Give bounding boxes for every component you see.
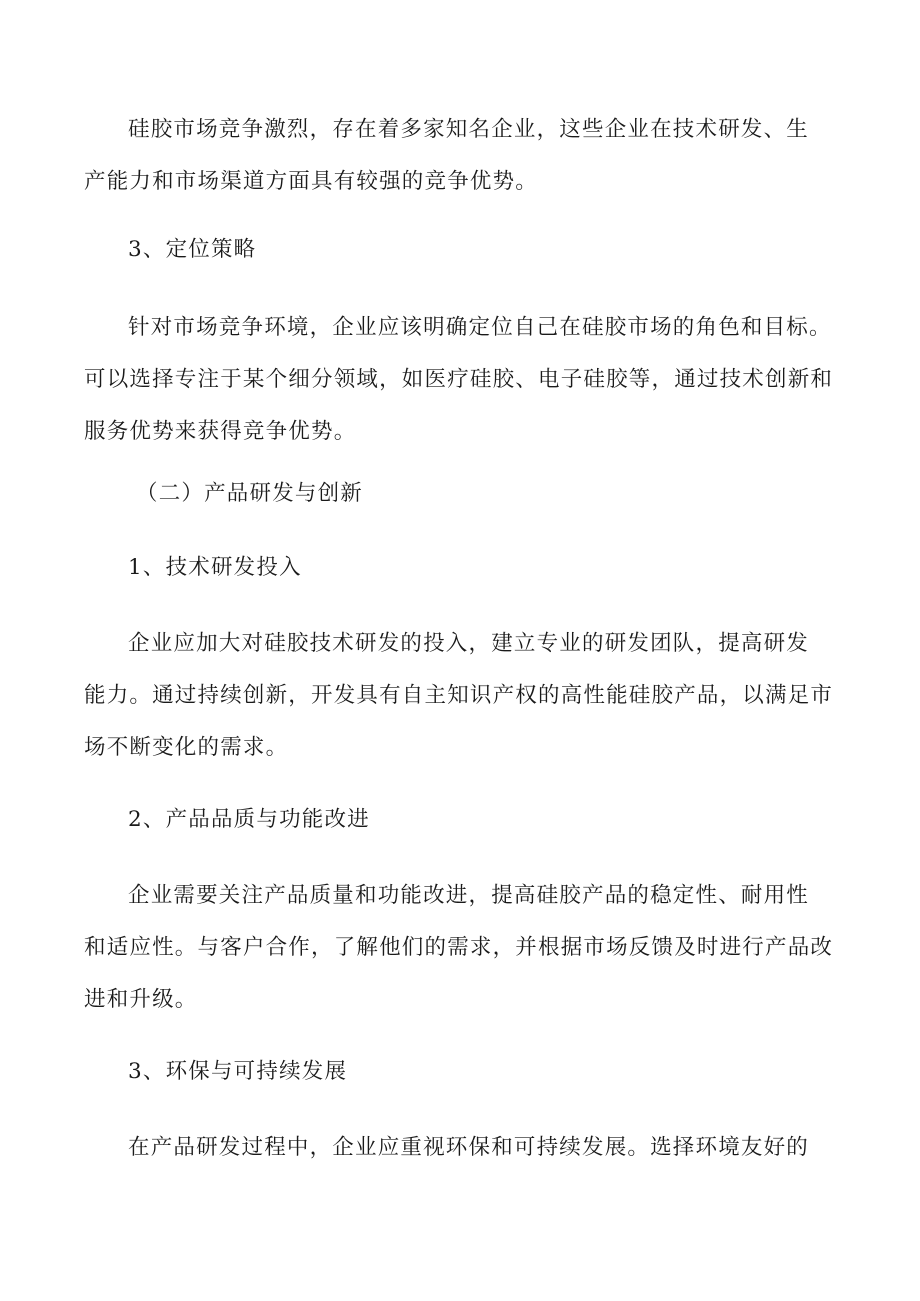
section-heading-positioning — [84, 224, 844, 276]
paragraph-line: 企业应加大对硅胶技术研发的投入，建立专业的研发团队，提高研发 — [128, 631, 810, 656]
paragraph-line: 和适应性。与客户合作，了解他们的需求，并根据市场反馈及时进行产品改 — [84, 935, 834, 960]
paragraph-line: 企业需要关注产品质量和功能改进，提高硅胶产品的稳定性、耐用性 — [128, 883, 810, 908]
heading-text: 2、产品品质与功能改进 — [128, 807, 370, 832]
section-heading-rd-innovation — [84, 468, 844, 520]
heading-text: 3、环保与可持续发展 — [128, 1059, 348, 1084]
paragraph-line: 能力。通过持续创新，开发具有自主知识产权的高性能硅胶产品，以满足市 — [84, 683, 834, 708]
paragraph-line: 进和升级。 — [84, 987, 198, 1012]
paragraph-market-competition — [84, 104, 844, 208]
section-heading-sustainability — [84, 1046, 844, 1098]
paragraph-line: 场不断变化的需求。 — [84, 735, 289, 760]
heading-text: （二）产品研发与创新 — [136, 481, 364, 506]
paragraph-sustainability — [84, 1122, 844, 1174]
paragraph-rd-investment — [84, 618, 844, 774]
heading-text: 1、技术研发投入 — [128, 555, 302, 580]
paragraph-positioning — [84, 302, 844, 458]
heading-text: 3、定位策略 — [128, 237, 257, 262]
paragraph-line: 在产品研发过程中，企业应重视环保和可持续发展。选择环境友好的 — [128, 1135, 810, 1160]
paragraph-line: 可以选择专注于某个细分领域，如医疗硅胶、电子硅胶等，通过技术创新和 — [84, 367, 834, 392]
section-heading-rd-investment — [84, 542, 844, 594]
paragraph-line: 硅胶市场竞争激烈，存在着多家知名企业，这些企业在技术研发、生 — [128, 117, 810, 142]
paragraph-line: 针对市场竞争环境，企业应该明确定位自己在硅胶市场的角色和目标。 — [128, 315, 832, 340]
paragraph-line: 服务优势来获得竞争优势。 — [84, 419, 357, 444]
paragraph-quality — [84, 870, 844, 1026]
paragraph-line: 产能力和市场渠道方面具有较强的竞争优势。 — [84, 169, 539, 194]
section-heading-quality — [84, 794, 844, 846]
